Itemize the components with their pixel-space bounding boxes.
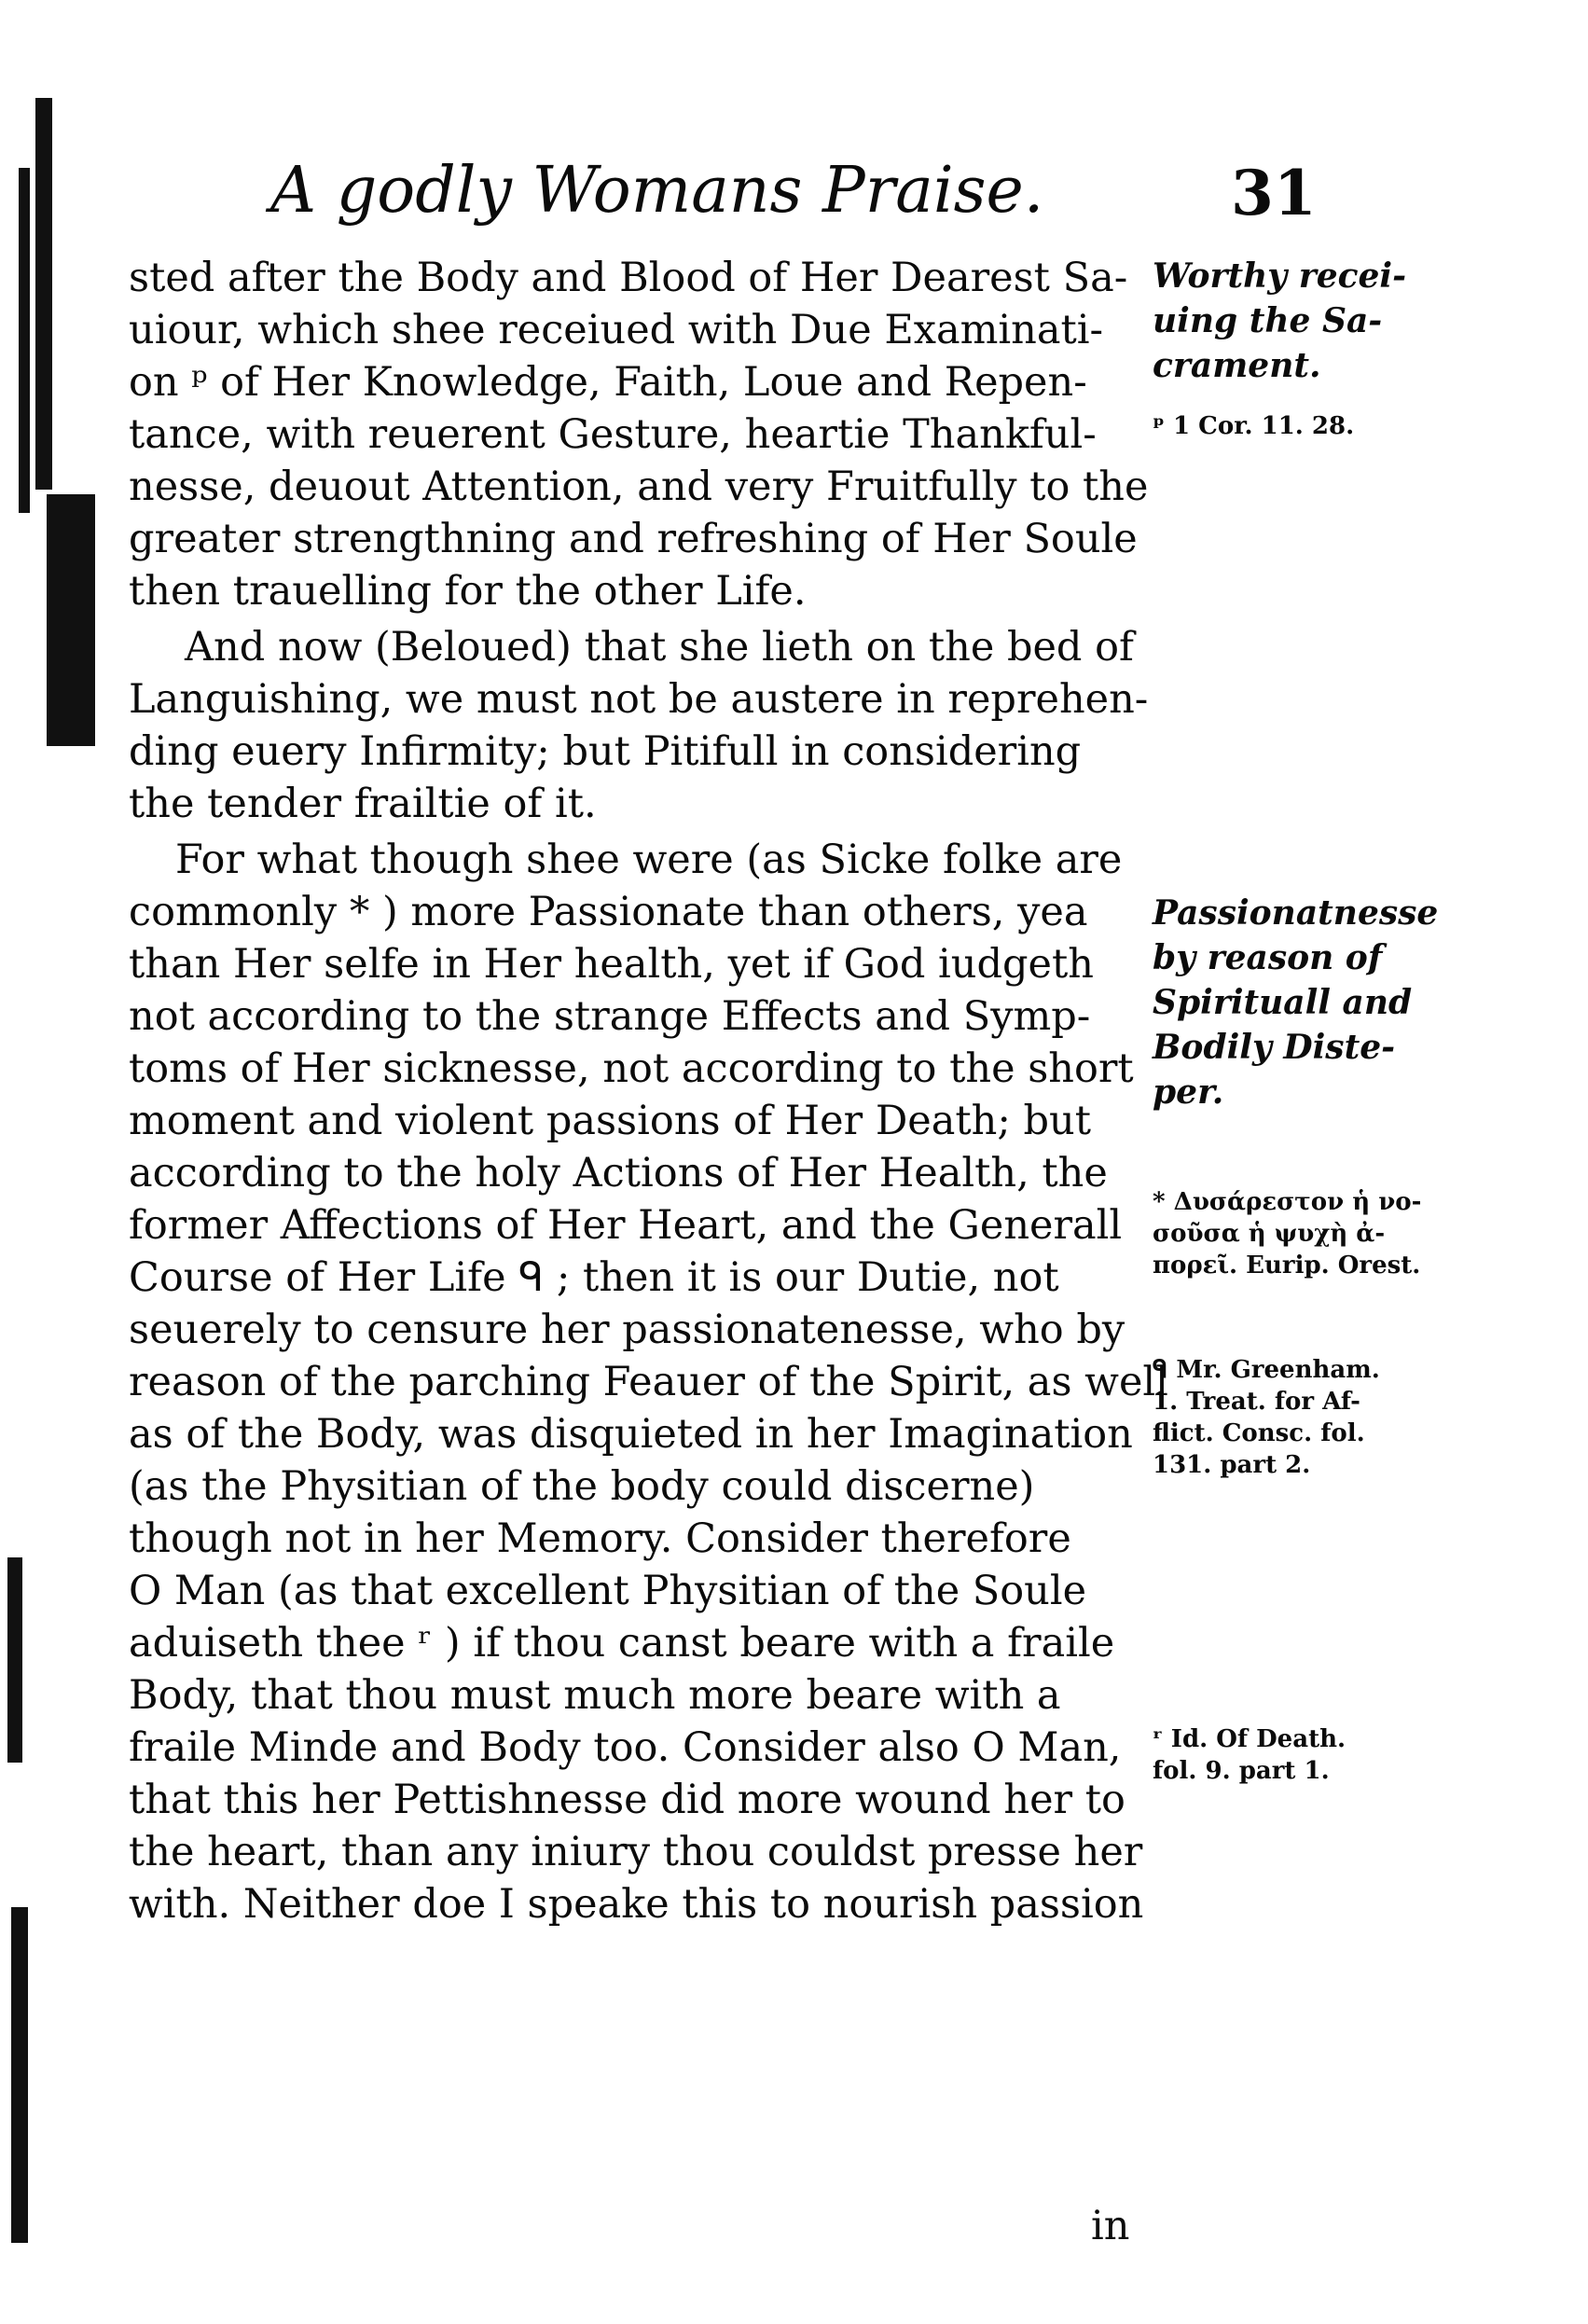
text-line: ding euery Infirmity; but Pitifull in considering xyxy=(129,728,1082,775)
scan-shadow-left xyxy=(19,168,30,513)
text-line: former Affections of Her Heart, and the Generall xyxy=(129,1202,1123,1249)
margin-note-line: flict. Consc. fol. xyxy=(1153,1419,1365,1447)
text-line: (as the Physitian of the body could discerne) xyxy=(129,1463,1035,1510)
text-line: according to the holy Actions of Her Health, the xyxy=(129,1150,1108,1197)
text-line: than Her selfe in Her health, yet if God iudgeth xyxy=(129,941,1094,988)
margin-note-line: * Δυσάρεστον ἡ νο- xyxy=(1153,1188,1422,1216)
text-line: nesse, deuout Attention, and very Fruitfully to the xyxy=(129,463,1149,510)
margin-note xyxy=(1153,254,1451,388)
text-line: O Man (as that excellent Physitian of the Soule xyxy=(129,1568,1087,1614)
text-line: uiour, which shee receiued with Due Examinati- xyxy=(129,307,1104,353)
text-line: then trauelling for the other Life. xyxy=(129,568,807,615)
text-line: Body, that thou must much more beare with a xyxy=(129,1672,1061,1719)
page-number: 31 xyxy=(1231,157,1317,229)
text-line: Languishing, we must not be austere in reprehen- xyxy=(129,676,1149,723)
text-line: For what though shee were (as Sicke folke are xyxy=(175,837,1123,883)
scan-shadow-top xyxy=(35,98,52,490)
margin-note-line: Passionatnesse xyxy=(1153,893,1439,933)
margin-note-line: 131. part 2. xyxy=(1153,1451,1311,1479)
text-line: greater strengthning and refreshing of Her Soule xyxy=(129,516,1138,562)
text-line: commonly * ) more Passionate than others, yea xyxy=(129,889,1088,935)
margin-note-line: ᑫ Mr. Greenham. xyxy=(1153,1356,1380,1384)
text-line: tance, with reuerent Gesture, heartie Thankful- xyxy=(129,411,1097,458)
text-line: toms of Her sicknesse, not according to the short xyxy=(129,1045,1134,1092)
margin-note xyxy=(1153,1186,1451,1281)
text-line: sted after the Body and Blood of Her Dearest Sa- xyxy=(129,255,1128,301)
margin-note xyxy=(1153,1723,1451,1787)
margin-note xyxy=(1153,891,1451,1114)
margin-note-line: 1. Treat. for Af- xyxy=(1153,1388,1360,1416)
text-line: on ᵖ of Her Knowledge, Faith, Loue and Repen- xyxy=(129,359,1087,406)
text-line: not according to the strange Effects and Symp- xyxy=(129,993,1091,1040)
scan-shadow-strip xyxy=(47,494,95,746)
text-line: aduiseth thee ʳ ) if thou canst beare with a fraile xyxy=(129,1620,1115,1667)
margin-note-line: Spirituall and xyxy=(1153,983,1413,1022)
text-line: though not in her Memory. Consider therefore xyxy=(129,1515,1071,1562)
margin-note-line: by reason of xyxy=(1153,938,1383,977)
scan-shadow-bottom xyxy=(11,1907,28,2243)
margin-note-line: σοῦσα ἡ ψυχὴ ἀ- xyxy=(1153,1220,1386,1248)
catchword: in xyxy=(1091,2203,1130,2249)
margin-note-line: fol. 9. part 1. xyxy=(1153,1757,1330,1785)
text-line: seuerely to censure her passionatenesse, who by xyxy=(129,1307,1125,1353)
text-line: fraile Minde and Body too. Consider also O Man, xyxy=(129,1724,1122,1771)
margin-note-line: crament. xyxy=(1153,346,1321,385)
margin-note xyxy=(1153,410,1451,442)
text-line: with. Neither doe I speake this to nourish passion xyxy=(129,1881,1144,1928)
running-title: A godly Womans Praise. xyxy=(270,154,1044,228)
text-line: moment and violent passions of Her Death; but xyxy=(129,1098,1092,1144)
margin-note-line: uing the Sa- xyxy=(1153,301,1383,340)
text-line: the heart, than any iniury thou couldst presse her xyxy=(129,1829,1143,1875)
margin-note-line: Worthy recei- xyxy=(1153,256,1407,296)
text-line: the tender frailtie of it. xyxy=(129,781,597,827)
margin-note-line: πορεῖ. Eurip. Orest. xyxy=(1153,1252,1421,1280)
margin-note xyxy=(1153,1354,1451,1481)
scan-shadow-mid xyxy=(7,1557,22,1763)
text-line: as of the Body, was disquieted in her Imagination xyxy=(129,1411,1133,1458)
text-line: And now (Beloued) that she lieth on the bed of xyxy=(185,624,1134,671)
text-line: that this her Pettishnesse did more wound her to xyxy=(129,1777,1125,1823)
margin-note-line: ʳ Id. Of Death. xyxy=(1153,1725,1346,1753)
margin-note-line: ᵖ 1 Cor. 11. 28. xyxy=(1153,412,1355,440)
text-line: reason of the parching Feauer of the Spirit, as well xyxy=(129,1359,1168,1405)
text-line: Course of Her Life ᑫ ; then it is our Dutie, not xyxy=(129,1254,1059,1301)
margin-note-line: per. xyxy=(1153,1072,1224,1112)
margin-note-line: Bodily Diste- xyxy=(1153,1028,1396,1067)
